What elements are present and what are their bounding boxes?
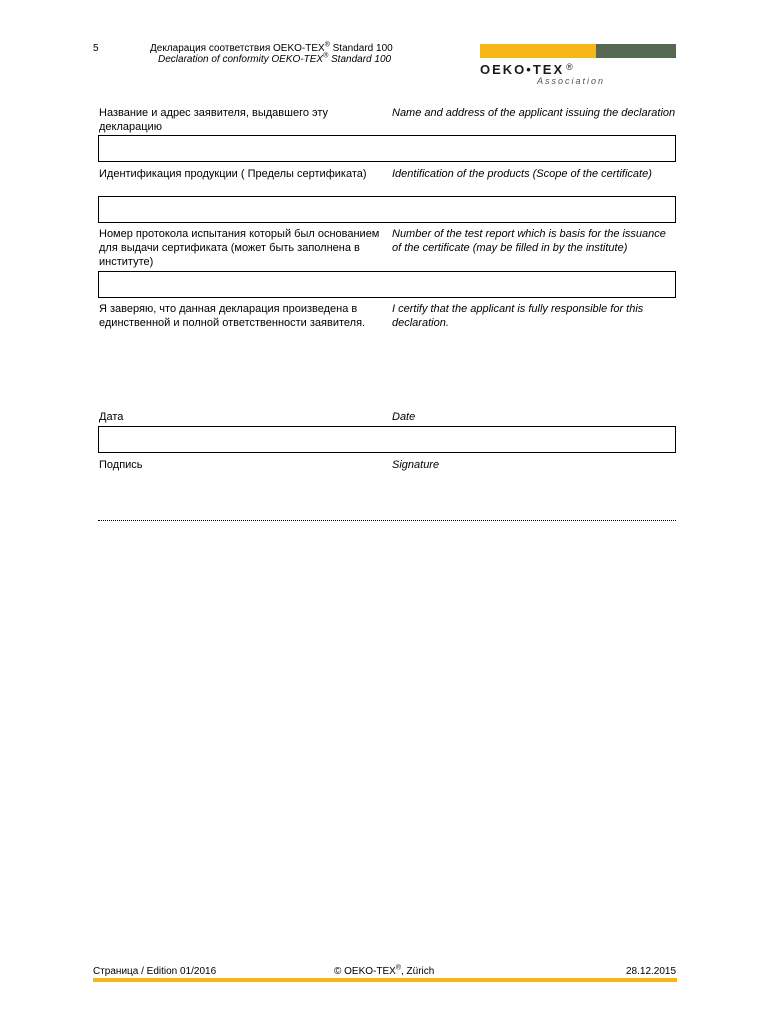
products-field[interactable] — [98, 196, 676, 223]
certify-text-ru: Я заверяю, что данная декларация произведена в единственной и полной ответственности заявителя. — [99, 303, 366, 329]
test-report-label-ru: Номер протокола испытания который был основанием для выдачи сертификата (может быть заполнена в институте) — [99, 228, 380, 268]
certify-text-en: I certify that the applicant is fully responsible for this declaration. — [392, 303, 644, 329]
oeko-tex-logo: OEKO•TEX ® — [480, 62, 575, 77]
footer-copyright: © OEKO-TEX®, Zürich — [334, 964, 435, 977]
logo-association: Association — [537, 76, 606, 86]
document-title-en: Declaration of conformity OEKO-TEX® Standard 100 — [158, 52, 392, 65]
date-field[interactable] — [98, 426, 676, 453]
signature-line[interactable] — [98, 520, 676, 521]
date-label-ru: Дата — [99, 411, 124, 423]
applicant-label-ru: Название и адрес заявителя, выдавшего эту декларацию — [99, 107, 329, 133]
signature-label-ru: Подпись — [99, 459, 143, 471]
footer-yellow-bar — [93, 978, 677, 982]
products-label-en: Identification of the products (Scope of the certificate) — [392, 168, 652, 180]
applicant-field[interactable] — [98, 135, 676, 162]
document-title-ru: Декларация соответствия OEKO-TEX® Standard 100 — [150, 41, 393, 54]
page-number: 5 — [93, 43, 99, 54]
logo-green-bar — [596, 44, 676, 58]
footer-date: 28.12.2015 — [626, 966, 677, 977]
logo-yellow-bar — [480, 44, 596, 58]
date-label-en: Date — [392, 411, 416, 423]
products-label-ru: Идентификация продукции ( Пределы сертификата) — [99, 168, 367, 180]
signature-label-en: Signature — [392, 459, 440, 471]
test-report-label-en: Number of the test report which is basis for the issuance of the certificate (may be filled in by the institute) — [392, 228, 666, 254]
applicant-label-en: Name and address of the applicant issuing the declaration — [392, 107, 676, 119]
footer-edition: Страница / Edition 01/2016 — [93, 966, 217, 977]
test-report-field[interactable] — [98, 271, 676, 298]
